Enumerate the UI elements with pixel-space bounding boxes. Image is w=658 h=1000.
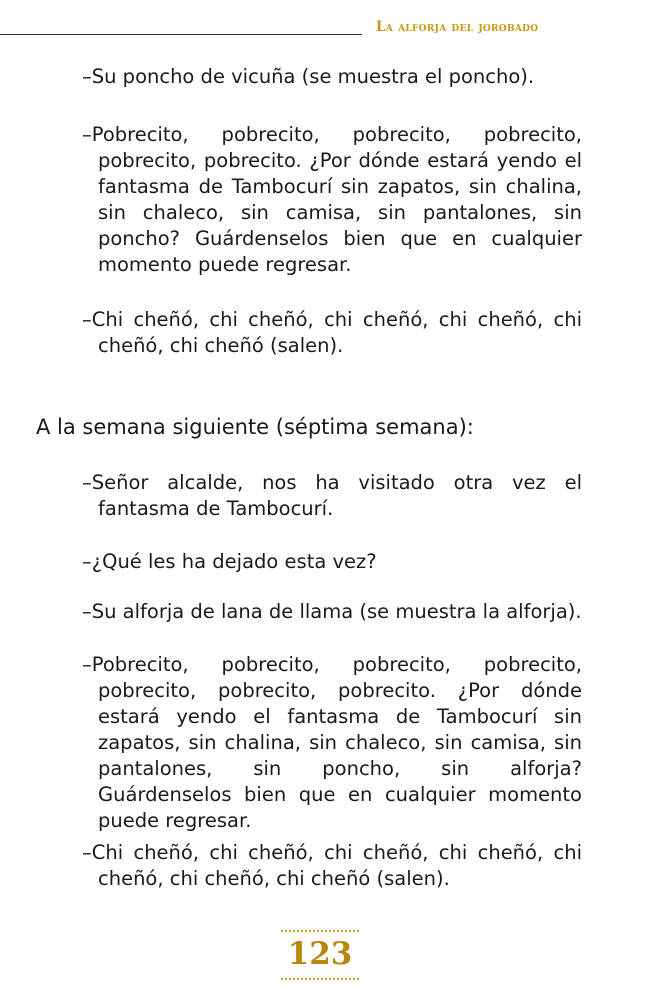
dialogue-line: –Pobrecito, pobrecito, pobrecito, pobrecito, pobrecito, pobrecito, pobrecito. ¿Por dónde estará yendo el fantasma de Tambocurí sin zapatos, sin chalina, sin chaleco, sin camisa, sin pantalones, sin poncho, sin alforja? Guárdenselos bien que en cualquier momento puede regresar. xyxy=(82,653,582,832)
dialogue-line: –Pobrecito, pobrecito, pobrecito, pobrecito, pobrecito, pobrecito. ¿Por dónde estará yendo el fantasma de Tambocurí sin zapatos, sin chalina, sin chaleco, sin camisa, sin pantalones, sin poncho? Guárdenselos bien que en cualquier momento puede regresar. xyxy=(82,123,582,276)
dialogue-line: –Su alforja de lana de llama (se muestra la alforja). xyxy=(82,600,582,623)
dialogue-line: –Señor alcalde, nos ha visitado otra vez el fantasma de Tambocurí. xyxy=(82,471,582,520)
dialogue-line: –Chi cheñó, chi cheñó, chi cheñó, chi cheñó, chi cheñó, chi cheñó, chi cheñó (salen). xyxy=(82,841,582,890)
running-header-title: La alforja del jorobado xyxy=(376,19,539,35)
header-rule xyxy=(0,34,362,35)
dialogue-line: –¿Qué les ha dejado esta vez? xyxy=(82,550,377,573)
page-number: 123 xyxy=(287,936,353,972)
dialogue-line: –Chi cheñó, chi cheñó, chi cheñó, chi cheñó, chi cheñó, chi cheñó (salen). xyxy=(82,308,582,357)
section-intro: A la semana siguiente (séptima semana): xyxy=(36,415,474,439)
page-number-frame xyxy=(281,930,359,980)
dialogue-line: –Su poncho de vicuña (se muestra el poncho). xyxy=(82,65,535,88)
